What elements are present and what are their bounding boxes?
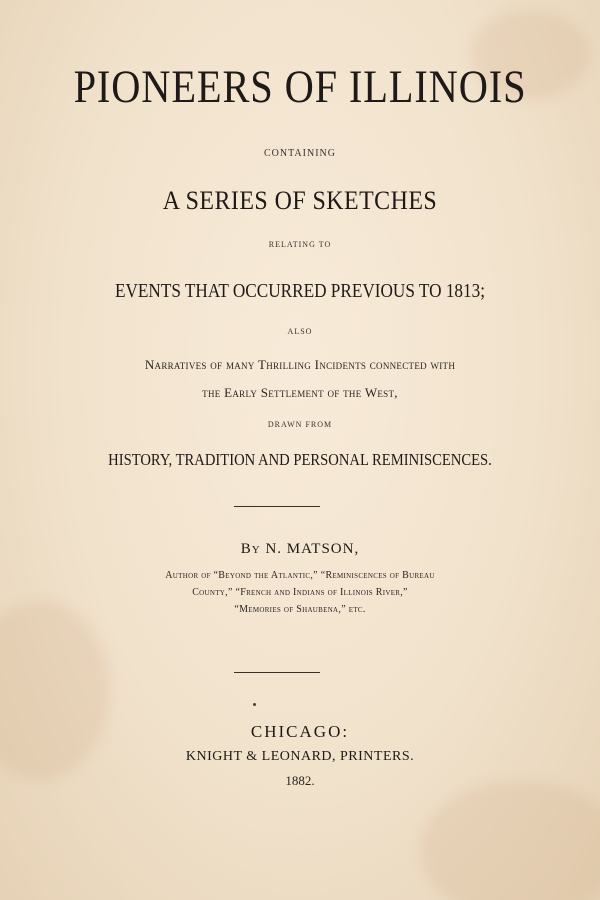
author-byline: By N. MATSON, <box>240 541 360 557</box>
author-works-line-2: County,” “French and Indians of Illinois River,” <box>192 587 408 598</box>
containing-label: CONTAINING <box>264 148 336 159</box>
author-works-line-1: Author of “Beyond the Atlantic,” “Reminiscences of Bureau <box>165 570 435 581</box>
paper-stain <box>420 780 600 900</box>
imprint-city: CHICAGO: <box>250 722 350 741</box>
also-label: ALSO <box>287 327 313 336</box>
relating-to-label: RELATING TO <box>268 240 332 249</box>
events-line: EVENTS THAT OCCURRED PREVIOUS TO 1813; <box>114 280 485 302</box>
sources-line: HISTORY, TRADITION AND PERSONAL REMINISCENCES. <box>108 450 492 469</box>
printer-dot-ornament <box>253 703 256 706</box>
narratives-line-2: the Early Settlement of the West, <box>202 385 398 400</box>
divider-rule <box>234 672 320 673</box>
author-works-line-3: “Memories of Shaubena,” etc. <box>234 604 366 615</box>
book-title: PIONEERS OF ILLINOIS <box>73 61 527 113</box>
divider-rule <box>234 506 320 507</box>
imprint-year: 1882. <box>285 773 315 788</box>
imprint-printers: KNIGHT & LEONARD, PRINTERS. <box>185 749 415 764</box>
book-subtitle: A SERIES OF SKETCHES <box>162 186 438 215</box>
narratives-line-1: Narratives of many Thrilling Incidents connected with <box>144 357 456 372</box>
drawn-from-label: DRAWN FROM <box>267 420 333 429</box>
